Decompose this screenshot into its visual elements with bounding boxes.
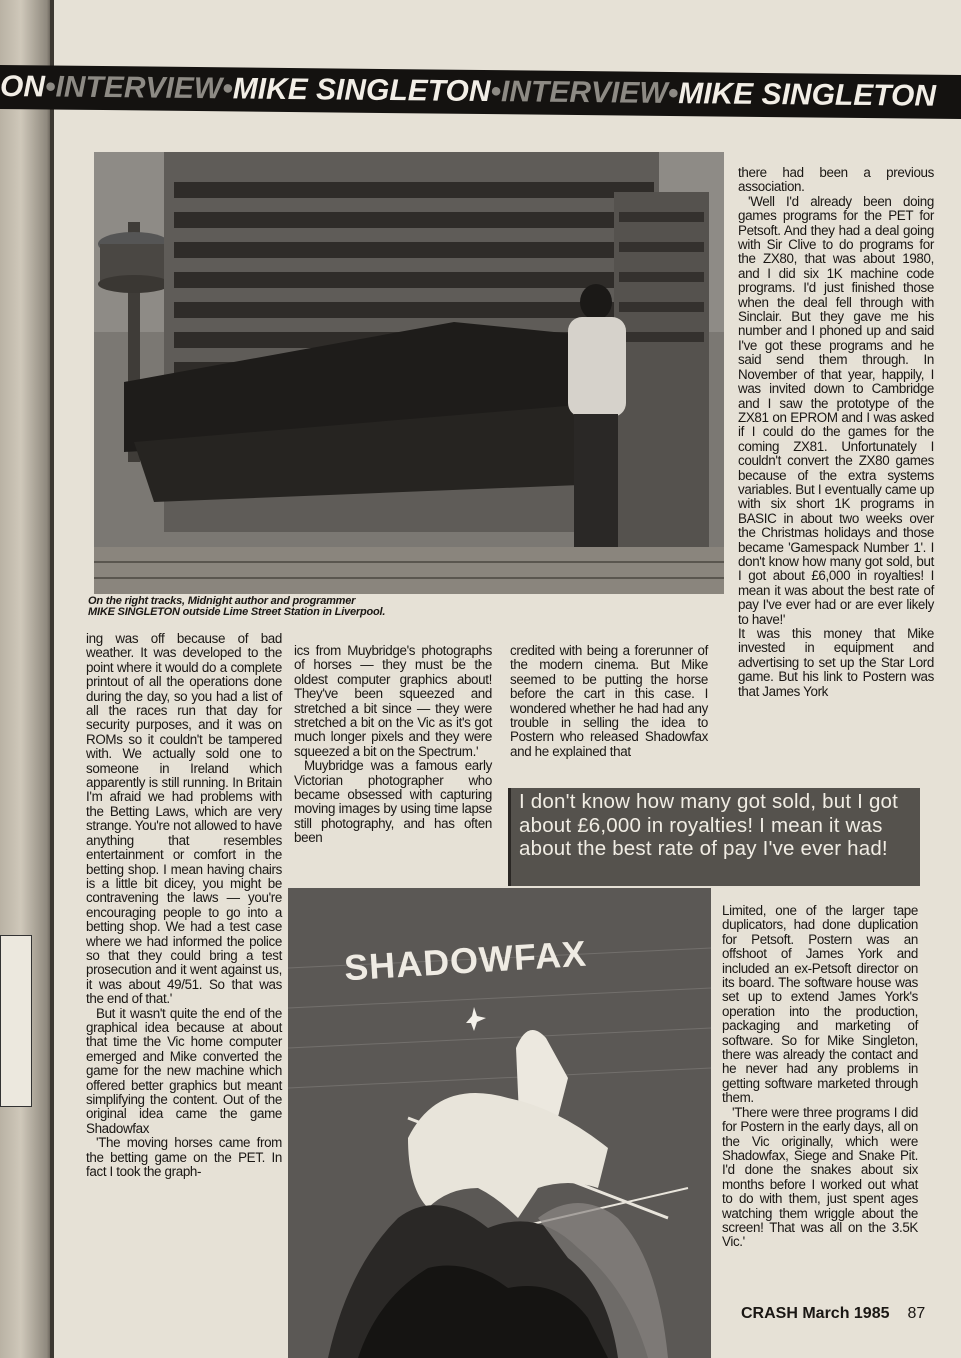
previous-page-cartoon-fragment — [0, 935, 32, 1107]
cover-title: SHADOWFAX — [342, 932, 588, 989]
article-column-4 — [738, 166, 934, 699]
paragraph: ing was off because of bad weather. It was developed to the point where it would do a complete printout of all the operations done during the day, so you had a list of all the races run that day for security purposes, and it was on ROMs so it couldn't be tampered with. We actually sold one to someone in Ireland which apparently is still running. In Britain I'm afraid we had problems with the Betting Laws, which are very strange. You're not allowed to have anything that resembles entertainment or comfort in the betting shop. I mean having chairs is a little bit dicey, you might be contravening the laws — you're encouraging people to go into a betting shop. We had a test case where we had informed the police so that they could bring a test prosecution and it went against us, it was about 49/51. So that was the end of that.' — [86, 631, 282, 1007]
binding-shadow — [0, 0, 52, 1358]
banner-int-text: INTERVIEW — [55, 70, 223, 106]
article-column-3 — [510, 644, 708, 759]
paragraph: 'The moving horses came from the betting game on the PET. In fact I took the graph- — [86, 1135, 282, 1180]
banner-dot-text: • — [45, 70, 56, 104]
paragraph: But it wasn't quite the end of the graphical idea because at about that time the Vic home computer emerged and Mike converted the game for the new machine which offered better graphics but meant simplifying the content. Out of the original idea came the game Shadowfax — [86, 1005, 282, 1136]
article-column-1 — [86, 632, 282, 1179]
photo-illustration — [94, 152, 724, 594]
paragraph: 'There were three programs I did for Postern in the early days, all on the Vic originally, which were Shadowfax, Siege and Snake Pit. I'd done the snakes about six months before I worked out what to do with them, just spent ages watching them wriggle about the screen! That was all on the 3.5K Vic.' — [722, 1104, 918, 1250]
paragraph: 'Well I'd already been doing games programs for the PET for Petsoft. And they had a deal going with Sir Clive to do programs for the ZX80, that was about 1980, and I did six 1K machine code programs. I'd just finished those when the deal fell through with Sinclair. But they gave me his number and I phoned up and said I've got these programs and he said send them through. In November of that year, happily, I was invited down to Cambridge and I saw the prototype of the ZX81 on EPROM and I was asked if I could do the games for the coming ZX81. Unfortunately I couldn't convert the ZX80 games because of the extra systems variables. But I eventually came up with six short 1K programs in BASIC in about two weeks over the Christmas holidays and those became 'Gamespack Number 1'. I don't know how many got sold, but I got about £6,000 in royalties! I mean it was about the best rate of pay I've ever had or are ever likely to have!' — [738, 193, 934, 627]
pull-quote-text: I don't know how many got sold, but I got about £6,000 in royalties! I mean it was about the best rate of pay I've ever had! — [519, 790, 899, 860]
banner-int-text: INTERVIEW — [501, 75, 668, 110]
banner-dot-text: • — [222, 72, 233, 106]
photo-caption — [88, 596, 508, 618]
paragraph: there had been a previous association. — [738, 165, 934, 195]
paragraph: Limited, one of the larger tape duplicators, had done duplication for Petsoft. Postern was an offshoot of James York and included an ex-Petsoft director on its board. The software house was set up to extend James York's operation into the production, packaging and marketing of software. So for Mike Singleton, there was already the contact and he never had any problems in getting software marketed through them. — [722, 903, 918, 1106]
page-number: 87 — [907, 1305, 926, 1322]
banner-dot-text: • — [667, 76, 679, 111]
pull-quote — [508, 788, 920, 886]
banner-name-text: MIKE SINGLETON — [678, 77, 937, 113]
paragraph: ics from Muybridge's photographs of horses — they must be the oldest computer graphics about! They've been squeezed and stretched a bit since — they were stretched a bit on the Vic as it's got much longer pixels and they were squeezed a bit on the Spectrum.' — [294, 643, 492, 759]
banner-dot-text: • — [490, 75, 502, 109]
article-column-4-continued — [722, 904, 918, 1250]
shadowfax-cover-art — [288, 888, 711, 1358]
paragraph: It was this money that Mike invested in equipment and advertising to set up the Star Lord game. But his link to Postern was that James York — [738, 626, 934, 699]
caption-line-1: On the right tracks, Midnight author and programmer — [88, 595, 356, 607]
page-footer — [741, 1305, 925, 1323]
banner-name-text: ON — [0, 69, 45, 104]
paragraph: Muybridge was a famous early Victorian photographer who became obsessed with capturing moving images by using time lapse still photography, and has often been — [294, 758, 492, 846]
caption-line-2: MIKE SINGLETON outside Lime Street Station in Liverpool. — [88, 606, 386, 618]
issue-label: CRASH March 1985 — [741, 1305, 890, 1322]
banner-name-text: MIKE SINGLETON — [232, 72, 491, 109]
article-column-2 — [294, 644, 492, 846]
photo-mike-singleton-lime-street — [94, 152, 724, 594]
paragraph: credited with being a forerunner of the modern cinema. But Mike seemed to be putting the horse before the cart in this case. I wondered whether he had had any trouble in selling the idea to Postern who released Shadowfax and he explained that — [510, 643, 708, 759]
